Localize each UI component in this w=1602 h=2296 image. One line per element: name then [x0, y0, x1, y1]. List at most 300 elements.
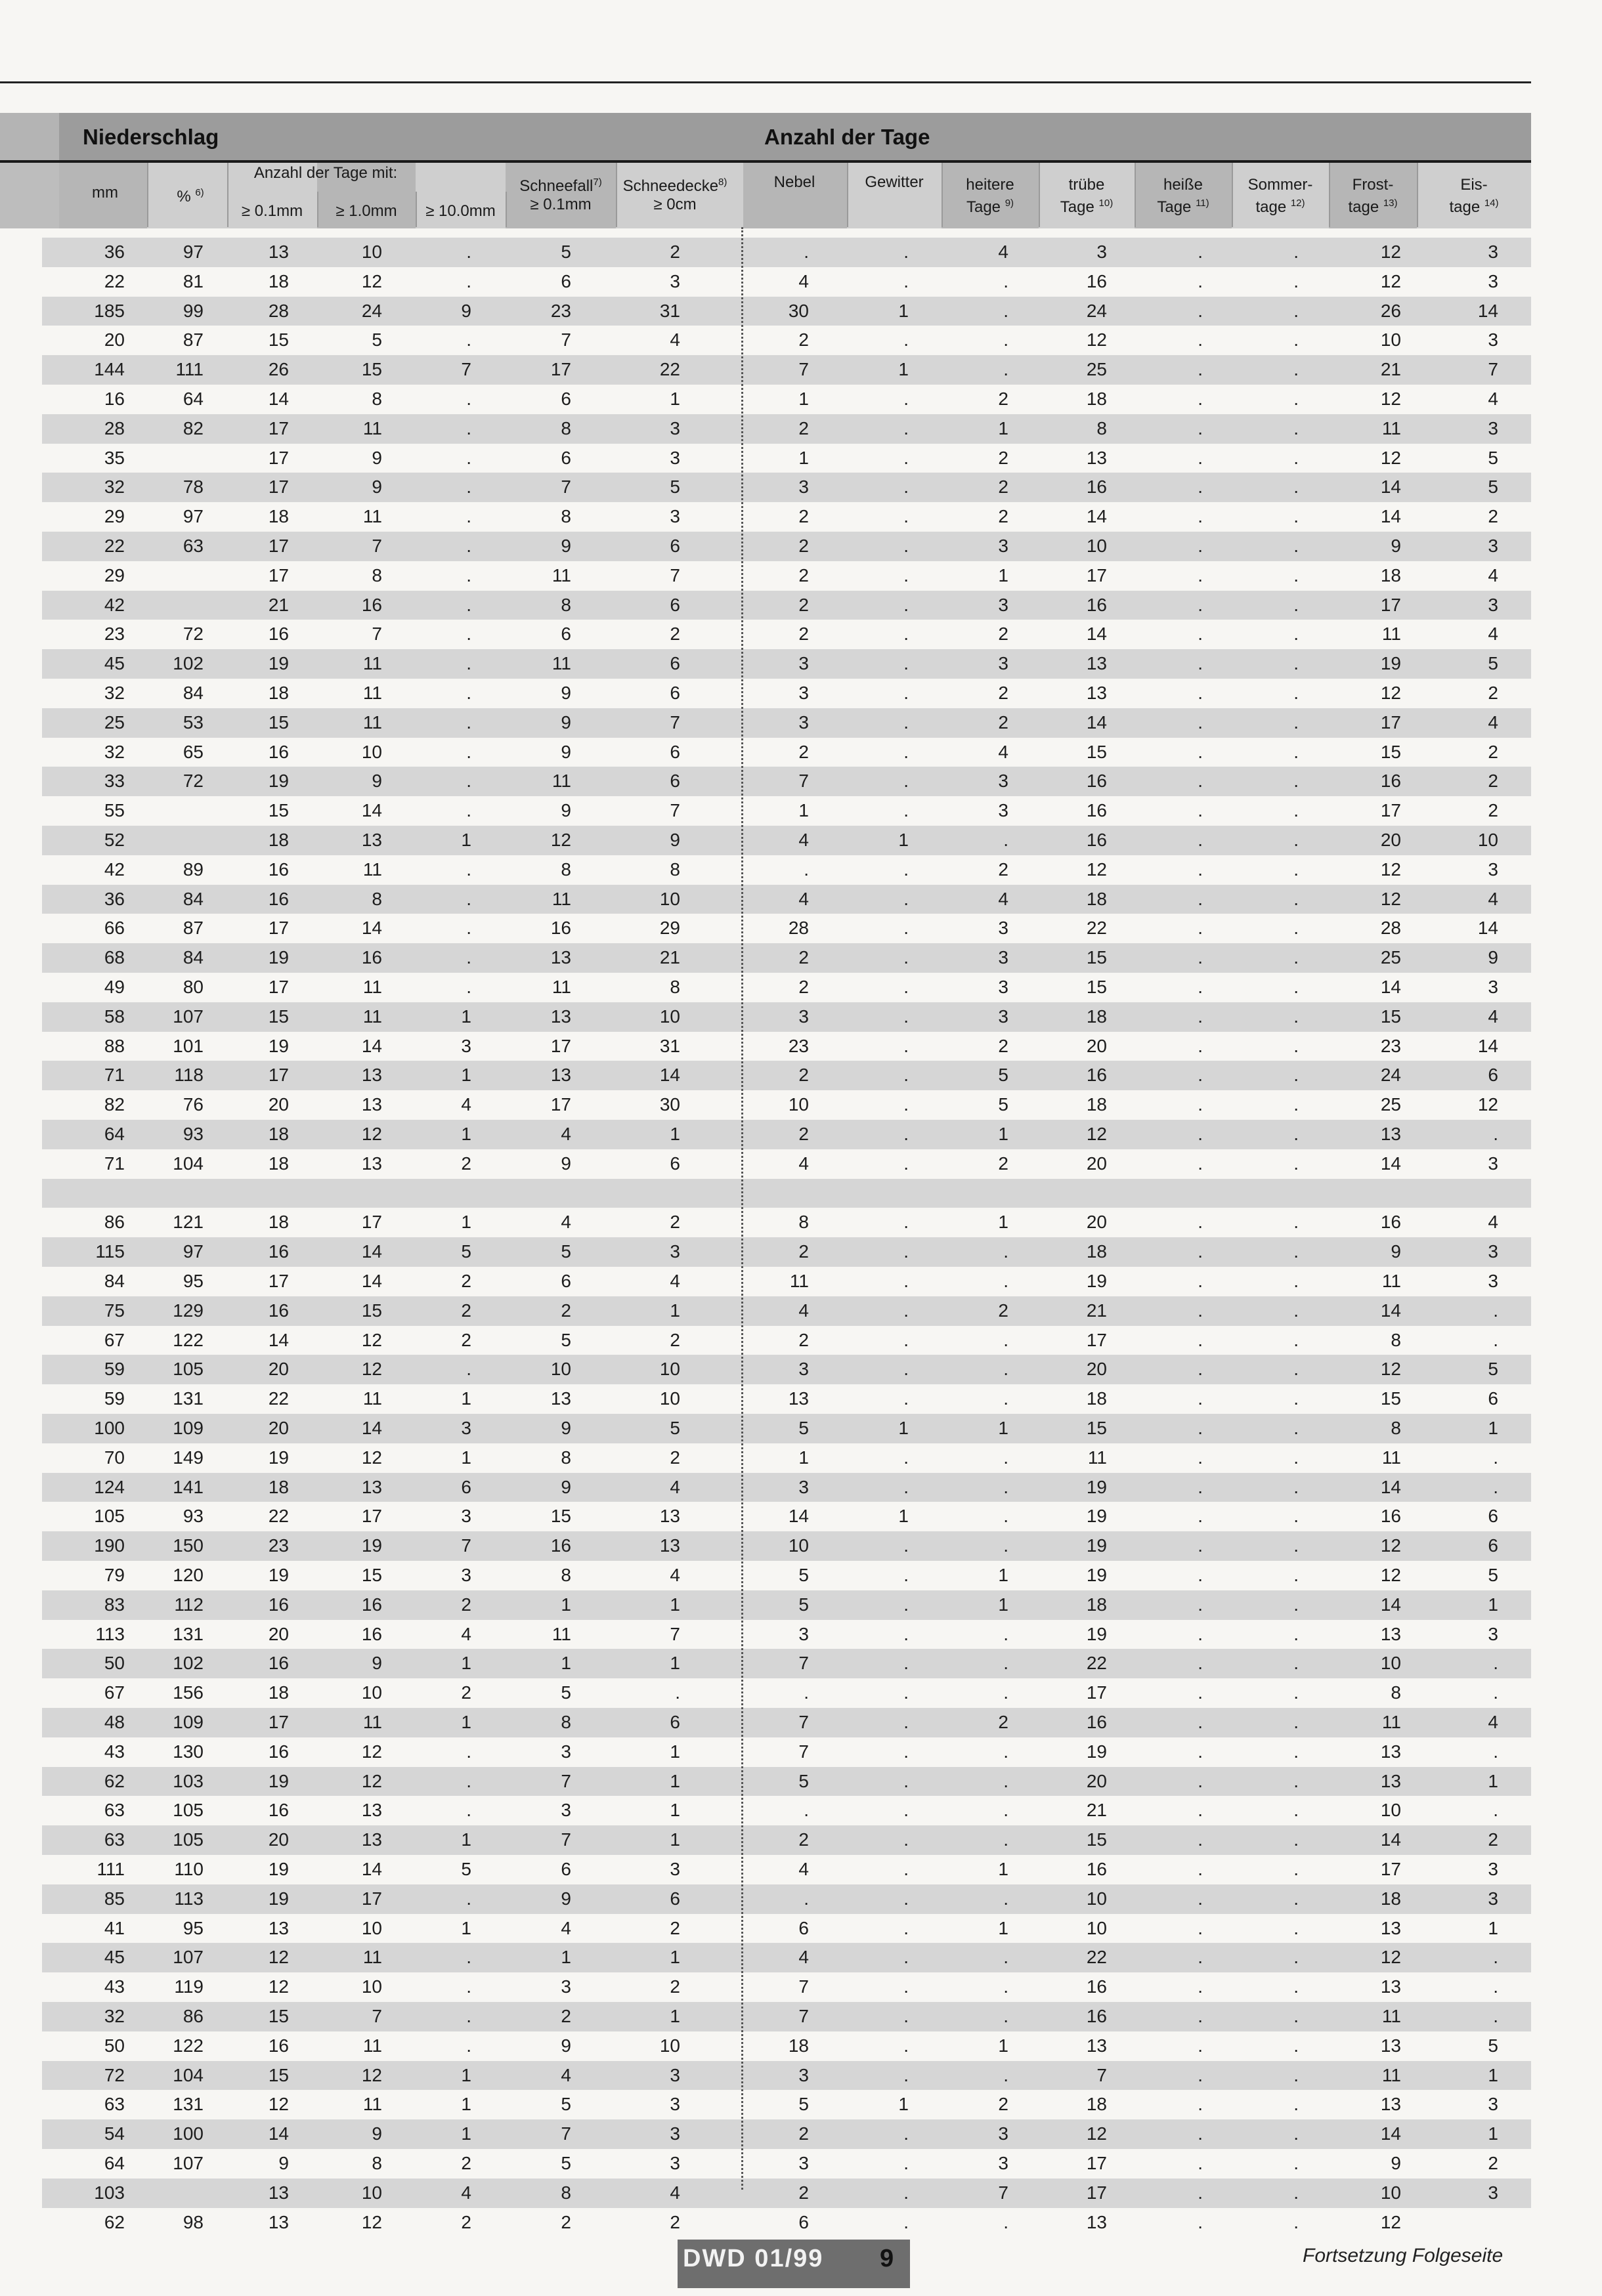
cell-heisse: . — [1198, 1094, 1203, 1115]
cell-ge10: 11 — [362, 683, 382, 703]
cell-sommer: . — [1293, 1447, 1299, 1468]
cell-schneedecke: 9 — [670, 830, 680, 850]
cell-frost: 25 — [1380, 947, 1401, 968]
cell-frost: 13 — [1380, 1917, 1401, 1938]
cell-heitere: . — [1003, 1741, 1008, 1762]
cell-ge01: 13 — [268, 242, 289, 262]
cell-schneefall: 7 — [561, 477, 571, 498]
cell-heitere: 1 — [998, 2035, 1008, 2056]
cell-sommer: . — [1293, 2182, 1299, 2203]
cell-percent: 107 — [173, 2153, 204, 2173]
cell-heitere: 1 — [998, 1859, 1008, 1879]
cell-truebe: 14 — [1086, 712, 1107, 733]
cell-heitere: . — [1003, 1682, 1008, 1703]
cell-schneefall: 2 — [561, 1300, 571, 1321]
cell-heisse: . — [1198, 1241, 1203, 1262]
cell-frost: 14 — [1380, 1300, 1401, 1321]
cell-gewitter: . — [903, 1388, 909, 1409]
cell-schneefall: 6 — [561, 270, 571, 291]
cell-gewitter: . — [903, 447, 909, 468]
cell-eis: 2 — [1488, 771, 1498, 792]
cell-ge100: 1 — [461, 2123, 471, 2144]
cell-heitere: 4 — [998, 888, 1008, 909]
cell-mm: 20 — [104, 330, 125, 351]
cell-heisse: . — [1198, 2123, 1203, 2144]
cell-ge100 — [393, 1179, 471, 1208]
cell-mm: 115 — [95, 1241, 125, 1262]
cell-percent: 82 — [183, 417, 204, 438]
cell-ge01: 19 — [268, 1565, 289, 1585]
cell-gewitter: . — [903, 624, 909, 645]
cell-ge01: 16 — [268, 1594, 289, 1615]
cell-heisse: . — [1198, 594, 1203, 615]
cell-schneefall: 7 — [561, 330, 571, 351]
table-row — [42, 1884, 1531, 1914]
cell-truebe: 13 — [1086, 2035, 1107, 2056]
cell-heitere: 4 — [998, 242, 1008, 262]
cell-schneedecke: 7 — [670, 800, 680, 821]
cell-mm: 63 — [104, 2094, 125, 2115]
col-ge-10mm: ≥ 1.0mm — [336, 202, 397, 220]
cell-schneefall: 9 — [561, 1476, 571, 1497]
table-row — [42, 1678, 1531, 1708]
cell-sommer: . — [1293, 477, 1299, 498]
cell-truebe: 22 — [1086, 1947, 1107, 1968]
cell-mm: 64 — [104, 2153, 125, 2173]
cell-gewitter: . — [903, 888, 909, 909]
cell-nebel: 3 — [798, 2153, 809, 2173]
cell-ge100: 1 — [461, 1712, 471, 1732]
cell-frost: 17 — [1380, 1859, 1401, 1879]
cell-heitere: 2 — [998, 1712, 1008, 1732]
cell-gewitter: . — [903, 1623, 909, 1644]
cell-nebel: 4 — [798, 1859, 809, 1879]
cell-ge10: 11 — [362, 712, 382, 733]
cell-ge10: 12 — [361, 1770, 382, 1791]
cell-gewitter: 1 — [898, 1418, 909, 1438]
cell-schneedecke: 3 — [670, 2064, 680, 2085]
cell-eis: 3 — [1488, 536, 1498, 556]
cell-percent: 95 — [183, 1917, 204, 1938]
cell-frost: 13 — [1380, 1770, 1401, 1791]
cell-ge100: 2 — [461, 1594, 471, 1615]
cell-nebel: 4 — [798, 270, 809, 291]
cell-ge01: 18 — [268, 1476, 289, 1497]
cell-heisse: . — [1198, 2094, 1203, 2115]
col-ge-100mm: ≥ 10.0mm — [425, 202, 496, 220]
col-nebel: Nebel — [773, 173, 815, 191]
cell-frost: 12 — [1380, 1359, 1401, 1380]
cell-gewitter: . — [903, 330, 909, 351]
cell-heisse: . — [1198, 1623, 1203, 1644]
cell-nebel: 5 — [798, 1770, 809, 1791]
cell-sommer: . — [1293, 1035, 1299, 1056]
cell-eis: . — [1493, 1447, 1498, 1468]
cell-percent: 131 — [173, 1623, 204, 1644]
cell-percent: 87 — [183, 330, 204, 351]
cell-mm: 72 — [104, 2064, 125, 2085]
cell-schneedecke: 10 — [659, 1006, 680, 1027]
table-row — [42, 385, 1531, 414]
cell-ge01: 20 — [268, 1359, 289, 1380]
table-row — [42, 355, 1531, 385]
cell-ge01: 22 — [268, 1388, 289, 1409]
cell-ge01: 20 — [268, 1829, 289, 1850]
cell-schneedecke: 3 — [670, 506, 680, 527]
cell-gewitter: . — [903, 1094, 909, 1115]
table-row — [42, 1825, 1531, 1855]
cell-mm: 22 — [104, 536, 125, 556]
cell-schneedecke: 30 — [659, 1094, 680, 1115]
cell-ge10: 8 — [372, 564, 382, 585]
cell-percent — [125, 826, 204, 855]
cell-truebe: 3 — [1096, 242, 1107, 262]
cell-frost: 12 — [1380, 2211, 1401, 2232]
cell-heisse: . — [1198, 2153, 1203, 2173]
cell-heitere: . — [1003, 2211, 1008, 2232]
cell-ge10: 7 — [372, 536, 382, 556]
cell-schneefall: 8 — [561, 1447, 571, 1468]
cell-heitere: 3 — [998, 2153, 1008, 2173]
cell-eis: 2 — [1488, 800, 1498, 821]
cell-sommer: . — [1293, 1859, 1299, 1879]
cell-frost: 18 — [1380, 564, 1401, 585]
cell-schneedecke: 7 — [670, 564, 680, 585]
footer-page-number: 9 — [880, 2245, 894, 2272]
cell-truebe: 15 — [1086, 1829, 1107, 1850]
cell-sommer: . — [1293, 359, 1299, 380]
cell-ge10: 16 — [361, 1594, 382, 1615]
cell-gewitter: . — [903, 1682, 909, 1703]
cell-eis: 3 — [1488, 1153, 1498, 1174]
cell-schneefall: 9 — [561, 2035, 571, 2056]
cell-schneefall: 1 — [561, 1594, 571, 1615]
cell-ge100: 2 — [461, 1682, 471, 1703]
cell-ge10: 13 — [361, 1153, 382, 1174]
cell-ge100: . — [466, 624, 471, 645]
cell-sommer: . — [1293, 1594, 1299, 1615]
cell-gewitter: . — [903, 2211, 909, 2232]
cell-nebel: 2 — [798, 2123, 809, 2144]
cell-schneedecke: 1 — [670, 2006, 680, 2026]
cell-heisse: . — [1198, 1476, 1203, 1497]
cell-ge100: 1 — [461, 1917, 471, 1938]
cell-eis: 3 — [1488, 1241, 1498, 1262]
cell-mm: 59 — [104, 1359, 125, 1380]
cell-schneedecke: 6 — [670, 653, 680, 674]
cell-frost: 8 — [1391, 1682, 1401, 1703]
cell-percent: 103 — [173, 1770, 204, 1791]
cell-heitere: . — [1003, 1888, 1008, 1909]
cell-heisse: . — [1198, 1006, 1203, 1027]
cell-sommer: . — [1293, 888, 1299, 909]
cell-mm: 42 — [104, 594, 125, 615]
cell-gewitter: . — [903, 1124, 909, 1144]
cell-mm: 43 — [104, 1976, 125, 1997]
cell-ge01: 18 — [268, 1212, 289, 1233]
cell-frost: 12 — [1380, 389, 1401, 409]
cell-sommer: . — [1293, 1241, 1299, 1262]
cell-ge100: 2 — [461, 1271, 471, 1291]
cell-mm: 105 — [94, 1506, 125, 1527]
cell-truebe: 20 — [1086, 1035, 1107, 1056]
cell-frost: 11 — [1381, 624, 1401, 645]
cell-percent: 80 — [183, 977, 204, 997]
col-schneefall: Schneefall$^{7)}$ ≥ 0.1mm — [519, 177, 602, 213]
cell-gewitter: . — [903, 1800, 909, 1821]
cell-ge100: . — [466, 564, 471, 585]
cell-ge10: 15 — [361, 1300, 382, 1321]
cell-heitere: . — [1003, 1976, 1008, 1997]
table-row — [42, 1267, 1531, 1296]
cell-ge01: 16 — [268, 741, 289, 762]
cell-nebel: 5 — [798, 1418, 809, 1438]
cell-ge10: 13 — [361, 1094, 382, 1115]
cell-ge01: 16 — [268, 1741, 289, 1762]
cell-schneefall: 6 — [561, 1859, 571, 1879]
cell-sommer: . — [1293, 564, 1299, 585]
cell-ge100: 1 — [461, 830, 471, 850]
table-row — [42, 326, 1531, 355]
table-row — [42, 620, 1531, 649]
cell-sommer: . — [1293, 1535, 1299, 1556]
cell-percent: 119 — [174, 1976, 204, 1997]
cell-truebe: 18 — [1086, 1094, 1107, 1115]
cell-sommer: . — [1293, 2006, 1299, 2026]
cell-sommer: . — [1293, 683, 1299, 703]
cell-heisse: . — [1198, 1653, 1203, 1674]
top-rule — [0, 81, 1531, 83]
cell-nebel: 4 — [798, 888, 809, 909]
col-heisse-tage: heiße Tage $^{11)}$ — [1157, 176, 1209, 216]
cell-frost: 8 — [1391, 1329, 1401, 1350]
cell-ge10: 12 — [361, 1359, 382, 1380]
cell-ge10: 12 — [361, 1447, 382, 1468]
cell-mm: 33 — [104, 771, 125, 792]
cell-heitere: . — [1003, 359, 1008, 380]
cell-heitere: 3 — [998, 594, 1008, 615]
cell-percent: 97 — [183, 242, 204, 262]
cell-truebe: 16 — [1086, 1712, 1107, 1732]
cell-heitere: . — [1003, 1947, 1008, 1968]
cell-heisse: . — [1198, 417, 1203, 438]
cell-frost: 13 — [1380, 1623, 1401, 1644]
cell-ge10: 10 — [361, 1917, 382, 1938]
cell-gewitter: . — [903, 2035, 909, 2056]
cell-mm: 23 — [104, 624, 125, 645]
cell-eis: 3 — [1488, 1623, 1498, 1644]
cell-nebel: 6 — [798, 2211, 809, 2232]
cell-sommer: . — [1293, 1006, 1299, 1027]
cell-heisse: . — [1198, 1565, 1203, 1585]
cell-ge01: 14 — [268, 1329, 289, 1350]
cell-ge100: 4 — [461, 2182, 471, 2203]
cell-mm: 71 — [104, 1065, 125, 1086]
cell-percent: 102 — [173, 1653, 204, 1674]
cell-heitere: 2 — [998, 1153, 1008, 1174]
cell-frost: 11 — [1381, 1271, 1401, 1291]
cell-percent: 109 — [173, 1418, 204, 1438]
table-row — [42, 1737, 1531, 1767]
cell-sommer: . — [1293, 624, 1299, 645]
cell-frost: 14 — [1380, 506, 1401, 527]
cell-frost: 13 — [1380, 1124, 1401, 1144]
cell-schneedecke: 10 — [659, 2035, 680, 2056]
cell-ge01: 19 — [268, 1447, 289, 1468]
cell-truebe: 17 — [1086, 1329, 1107, 1350]
cell-schneefall: 5 — [561, 1329, 571, 1350]
cell-heisse: . — [1198, 2035, 1203, 2056]
cell-eis: . — [1493, 1976, 1498, 1997]
cell-truebe: 20 — [1086, 1212, 1107, 1233]
cell-ge01: 20 — [268, 1623, 289, 1644]
cell-truebe: 12 — [1086, 2123, 1107, 2144]
cell-ge10: 13 — [361, 830, 382, 850]
cell-truebe: 18 — [1086, 1241, 1107, 1262]
cell-schneefall: 9 — [561, 1888, 571, 1909]
cell-ge01: 18 — [268, 270, 289, 291]
cell-heisse: . — [1198, 2064, 1203, 2085]
cell-truebe: 20 — [1086, 1770, 1107, 1791]
cell-nebel: 3 — [798, 2064, 809, 2085]
cell-mm: 86 — [104, 1212, 125, 1233]
cell-schneedecke: 7 — [670, 1623, 680, 1644]
cell-sommer: . — [1293, 800, 1299, 821]
cell-heisse: . — [1198, 242, 1203, 262]
cell-ge10: 11 — [362, 417, 382, 438]
cell-ge100: 3 — [461, 1506, 471, 1527]
cell-heitere: 2 — [998, 2094, 1008, 2115]
cell-schneefall: 13 — [550, 1065, 571, 1086]
cell-schneedecke: 1 — [670, 1800, 680, 1821]
cell-nebel: 7 — [798, 1712, 809, 1732]
cell-schneedecke: 13 — [659, 1535, 680, 1556]
cell-heitere: 3 — [998, 536, 1008, 556]
table-row — [42, 561, 1531, 591]
cell-gewitter: . — [903, 1565, 909, 1585]
cell-sommer: . — [1293, 1829, 1299, 1850]
cell-nebel: 2 — [798, 564, 809, 585]
cell-schneedecke: 6 — [670, 1712, 680, 1732]
cell-schneefall: 1 — [561, 1653, 571, 1674]
section-divider — [741, 227, 743, 2190]
cell-heitere — [930, 1179, 1008, 1208]
cell-mm: 52 — [104, 830, 125, 850]
cell-ge01: 19 — [268, 1888, 289, 1909]
cell-percent: 118 — [174, 1065, 204, 1086]
cell-nebel: . — [804, 1800, 809, 1821]
cell-mm: 103 — [94, 2182, 125, 2203]
cell-nebel: 2 — [798, 506, 809, 527]
cell-heitere: . — [1003, 1535, 1008, 1556]
table-row — [42, 679, 1531, 708]
table-row — [42, 473, 1531, 502]
cell-percent: 121 — [173, 1212, 204, 1233]
cell-heitere: 1 — [998, 1917, 1008, 1938]
cell-nebel: 23 — [788, 1035, 809, 1056]
cell-nebel: . — [804, 859, 809, 880]
col-gewitter: Gewitter — [865, 173, 924, 191]
cell-eis: 5 — [1488, 1359, 1498, 1380]
cell-sommer: . — [1293, 270, 1299, 291]
cell-sommer: . — [1293, 1212, 1299, 1233]
cell-ge100: 6 — [461, 1476, 471, 1497]
cell-gewitter: . — [903, 1947, 909, 1968]
table-row — [42, 267, 1531, 297]
table-row — [42, 238, 1531, 267]
cell-ge01: 19 — [268, 653, 289, 674]
cell-nebel: 6 — [798, 1917, 809, 1938]
cell-gewitter: . — [903, 977, 909, 997]
col-frosttage: Frost- tage $^{13)}$ — [1348, 176, 1398, 216]
cell-truebe: 16 — [1086, 1065, 1107, 1086]
cell-percent: 105 — [173, 1800, 204, 1821]
cell-schneefall: 13 — [550, 1388, 571, 1409]
cell-heitere: . — [1003, 2064, 1008, 2085]
cell-ge100: . — [466, 1359, 471, 1380]
cell-percent: 111 — [175, 359, 204, 380]
cell-schneedecke: 4 — [670, 1476, 680, 1497]
cell-gewitter: . — [903, 417, 909, 438]
cell-sommer: . — [1293, 771, 1299, 792]
cell-gewitter: . — [903, 1271, 909, 1291]
cell-eis: 4 — [1488, 624, 1498, 645]
cell-gewitter: . — [903, 683, 909, 703]
cell-mm: 63 — [104, 1800, 125, 1821]
cell-schneedecke: 7 — [670, 712, 680, 733]
cell-percent: 113 — [174, 1888, 204, 1909]
cell-percent — [125, 444, 204, 473]
cell-schneedecke: 2 — [670, 1976, 680, 1997]
cell-eis: 14 — [1477, 918, 1498, 939]
cell-heitere: 3 — [998, 800, 1008, 821]
cell-percent: 112 — [174, 1594, 204, 1615]
table-row — [42, 1208, 1531, 1237]
cell-percent: 84 — [183, 683, 204, 703]
cell-ge10: 14 — [361, 1418, 382, 1438]
table-row — [42, 2119, 1531, 2149]
cell-gewitter: . — [903, 1653, 909, 1674]
cell-mm: 36 — [104, 888, 125, 909]
cell-ge10: 24 — [361, 300, 382, 321]
table-row — [42, 2179, 1531, 2208]
cell-schneefall: 16 — [550, 1535, 571, 1556]
cell-percent: 72 — [183, 624, 204, 645]
cell-truebe: 14 — [1086, 506, 1107, 527]
cell-heisse: . — [1198, 1712, 1203, 1732]
cell-heitere: 3 — [998, 947, 1008, 968]
cell-ge100: . — [466, 859, 471, 880]
cell-ge10: 12 — [361, 1741, 382, 1762]
cell-ge01: 15 — [268, 800, 289, 821]
cell-schneefall: 1 — [561, 1947, 571, 1968]
cell-heisse: . — [1198, 1800, 1203, 1821]
cell-heisse: . — [1198, 888, 1203, 909]
cell-nebel: 7 — [798, 1976, 809, 1997]
cell-percent — [125, 561, 204, 591]
cell-ge100: . — [466, 918, 471, 939]
cell-sommer: . — [1293, 1565, 1299, 1585]
cell-frost: 8 — [1391, 1418, 1401, 1438]
table-row — [42, 1414, 1531, 1443]
cell-schneedecke: 6 — [670, 771, 680, 792]
cell-truebe: 21 — [1086, 1800, 1107, 1821]
cell-eis: 5 — [1488, 477, 1498, 498]
cell-gewitter: . — [903, 270, 909, 291]
cell-eis: . — [1493, 2006, 1498, 2026]
cell-schneedecke: 4 — [670, 2182, 680, 2203]
cell-frost: 13 — [1380, 2094, 1401, 2115]
